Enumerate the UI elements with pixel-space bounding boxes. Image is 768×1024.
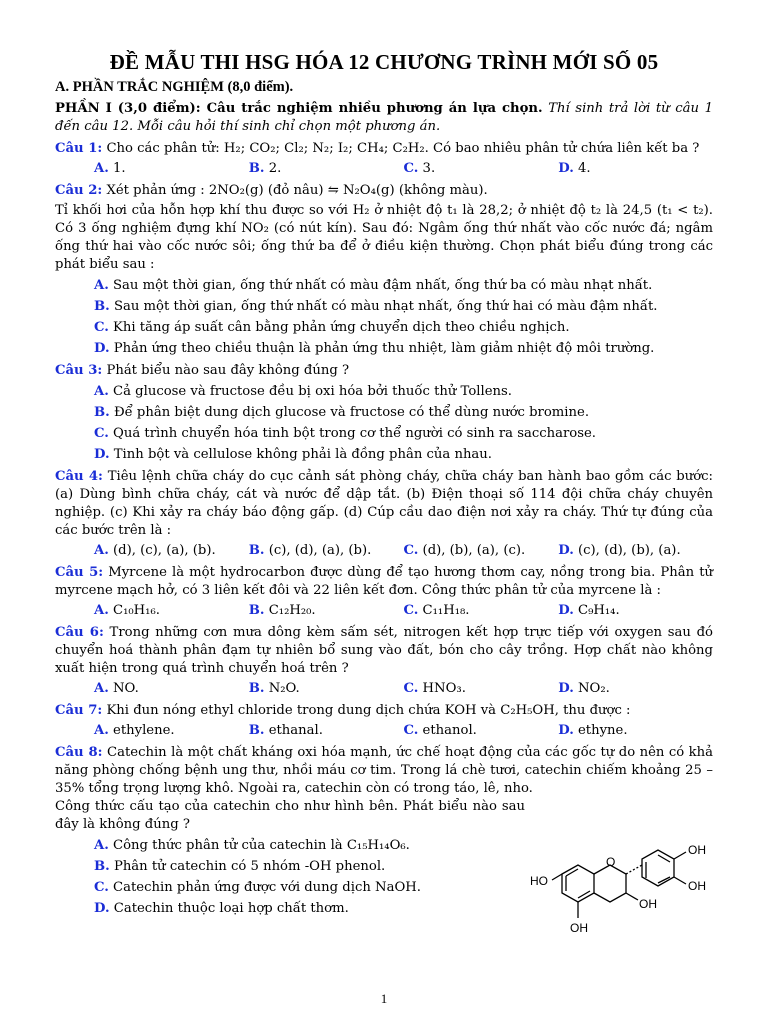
options-row [55, 602, 713, 620]
option-b [249, 680, 404, 698]
option-letter: C. [403, 681, 419, 696]
option-text: ethanal. [264, 723, 323, 738]
question-4 [55, 468, 713, 560]
question-label: Câu 5: [55, 565, 104, 580]
option-text: C₁₂H₂₀. [264, 603, 316, 618]
option-letter: B. [248, 543, 265, 558]
option-letter: B. [248, 723, 265, 738]
question-label: Câu 4: [55, 469, 103, 484]
option-d [558, 722, 713, 740]
oh-label: OH [688, 843, 706, 857]
option-text: HNO₃. [418, 681, 466, 696]
page-number: 1 [380, 991, 388, 1006]
option-b [249, 160, 404, 178]
question-2-context: Tỉ khối hơi của hỗn hợp khí thu được so với H₂ ở nhiệt độ t₁ là 28,2; ở nhiệt độ t₂ là 24,5 (t₁ < t₂). Có 3 ống nghiệm đựng khí NO₂ (có nút kín). Sau đó: Ngâm ống thứ nhất vào cốc nước đá; ngâm ống thứ hai vào cốc nước sôi; ống thứ ba để ở điều kiện thường. Chọn phát biểu đúng trong các phát biểu sau : [55, 203, 713, 272]
option-letter: C. [403, 161, 419, 176]
option-text: (d), (c), (a), (b). [108, 543, 216, 558]
option-text: N₂O. [264, 681, 300, 696]
oh-label: OH [639, 897, 657, 911]
question-5 [55, 564, 713, 620]
option-text: 1. [108, 161, 126, 176]
option-text: Để phân biệt dung dịch glucose và fructose có thể dùng nước bromine. [109, 405, 590, 420]
option-text: Phân tử catechin có 5 nhóm -OH phenol. [109, 859, 386, 874]
option-letter: B. [248, 161, 265, 176]
question-7 [55, 702, 713, 740]
question-label: Câu 6: [55, 625, 104, 640]
option-text: (c), (d), (b), (a). [573, 543, 681, 558]
option-letter: D. [94, 341, 110, 356]
question-text: Phát biểu nào sau đây không đúng ? [102, 363, 350, 378]
molecule-bonds [552, 850, 686, 918]
option-letter: C. [94, 320, 109, 335]
option-a [94, 277, 713, 295]
option-text: Phản ứng theo chiều thuận là phản ứng thu nhiệt, làm giảm nhiệt độ môi trường. [109, 341, 655, 356]
option-letter: C. [94, 880, 109, 895]
oxygen-label: O [606, 855, 616, 869]
option-letter: C. [403, 723, 419, 738]
option-letter: D. [558, 681, 574, 696]
question-4-stem [55, 468, 713, 540]
option-c [94, 425, 713, 443]
option-letter: D. [558, 603, 574, 618]
option-text: C₁₁H₁₈. [418, 603, 470, 618]
molecule-labels [530, 843, 706, 935]
option-text: Tinh bột và cellulose không phải là đồng phân của nhau. [109, 447, 492, 462]
part1-label: PHẦN I (3,0 điểm): Câu trắc nghiệm nhiều phương án lựa chọn. [55, 101, 543, 116]
option-d [558, 602, 713, 620]
question-2-stem [55, 182, 713, 200]
question-5-stem [55, 564, 713, 600]
option-a [94, 542, 249, 560]
option-d [558, 680, 713, 698]
option-b [94, 404, 713, 422]
option-c [404, 160, 559, 178]
option-text: 2. [264, 161, 282, 176]
option-letter: B. [248, 681, 265, 696]
option-text: NO. [108, 681, 139, 696]
option-d [558, 542, 713, 560]
option-letter: D. [558, 543, 574, 558]
question-text: Myrcene là một hydrocarbon được dùng để tạo hương thơm cay, nồng trong bia. Phân tử myrcene mạch hở, có 3 liên kết đôi và 22 liên kết đơn. Công thức phân tử của myrcene là : [55, 565, 714, 598]
question-label: Câu 7: [55, 703, 103, 718]
option-letter: A. [94, 543, 109, 558]
option-d [94, 446, 713, 464]
option-text: Sau một thời gian, ống thứ nhất có màu đậm nhất, ống thứ ba có màu nhạt nhất. [108, 278, 653, 293]
question-1 [55, 140, 713, 178]
option-c [404, 542, 559, 560]
option-letter: D. [94, 901, 110, 916]
question-3-stem [55, 362, 713, 380]
part1-heading [55, 100, 713, 136]
options-row [55, 722, 713, 740]
options-row [55, 160, 713, 178]
option-a [94, 680, 249, 698]
question-8-stem [55, 744, 713, 798]
question-2 [55, 182, 713, 358]
oh-label: OH [688, 879, 706, 893]
option-letter: D. [558, 161, 574, 176]
option-letter: A. [94, 681, 109, 696]
option-c [404, 722, 559, 740]
option-letter: A. [94, 161, 109, 176]
question-1-stem [55, 140, 713, 158]
option-text: ethylene. [108, 723, 175, 738]
option-letter: A. [94, 603, 109, 618]
option-letter: B. [248, 603, 265, 618]
option-text: Quá trình chuyển hóa tinh bột trong cơ thể người có sinh ra saccharose. [108, 426, 596, 441]
option-c [404, 680, 559, 698]
option-b [249, 602, 404, 620]
question-3 [55, 362, 713, 464]
document-title: ĐỀ MẪU THI HSG HÓA 12 CHƯƠNG TRÌNH MỚI SỐ 05 [109, 50, 659, 74]
option-a [94, 383, 713, 401]
option-c [94, 319, 713, 337]
option-a [94, 602, 249, 620]
option-text: Công thức phân tử của catechin là C₁₅H₁₄O₆. [108, 838, 410, 853]
question-text: Xét phản ứng : 2NO₂(g) (đỏ nâu) ⇋ N₂O₄(g) (không màu). [102, 183, 488, 198]
option-letter: A. [94, 278, 109, 293]
question-text: Catechin là một chất kháng oxi hóa mạnh, ức chế hoạt động của các gốc tự do nên có khả năng phòng chống bệnh ung thư, nhồi máu cơ tim. Trong lá chè tươi, catechin chiếm khoảng 25 – 35% tổng trọng lượng khô. Ngoài ra, catechin còn có trong táo, lê, nho. [55, 745, 713, 796]
option-letter: B. [94, 405, 110, 420]
question-label: Câu 3: [55, 363, 103, 378]
option-b [249, 722, 404, 740]
option-letter: A. [94, 838, 109, 853]
option-letter: C. [94, 426, 109, 441]
part1-instruction: Thí sinh trả lời từ câu 1 đến câu 12. Mỗi câu hỏi thí sinh chỉ chọn một phương án. [55, 101, 713, 134]
option-b [94, 298, 713, 316]
question-label: Câu 1: [55, 141, 103, 156]
option-b [249, 542, 404, 560]
option-text: 4. [573, 161, 591, 176]
option-letter: C. [403, 603, 419, 618]
catechin-structure [528, 842, 718, 948]
question-text: Trong những cơn mưa dông kèm sấm sét, nitrogen kết hợp trực tiếp với oxygen sau đó chuyển hoá thành phân đạm tự nhiên bổ sung vào đất, bón cho cây trồng. Hợp chất nào không xuất hiện trong quá trình chuyển hoá trên ? [55, 625, 713, 676]
options-row [55, 680, 713, 698]
option-c [404, 602, 559, 620]
option-a [94, 160, 249, 178]
options-row [55, 542, 713, 560]
option-text: (d), (b), (a), (c). [418, 543, 526, 558]
question-text: Khi đun nóng ethyl chloride trong dung dịch chứa KOH và C₂H₅OH, thu được : [102, 703, 631, 718]
question-text: Cho các phân tử: H₂; CO₂; Cl₂; N₂; I₂; CH₄; C₂H₂. Có bao nhiêu phân tử chứa liên kết ba ? [102, 141, 700, 156]
question-label: Câu 2: [55, 183, 103, 198]
option-text: Khi tăng áp suất cân bằng phản ứng chuyển dịch theo chiều nghịch. [108, 320, 570, 335]
option-d [94, 340, 713, 358]
question-6-stem [55, 624, 713, 678]
oh-label: OH [570, 921, 588, 935]
option-letter: A. [94, 723, 109, 738]
option-a [94, 722, 249, 740]
section-a-heading: A. PHẦN TRẮC NGHIỆM (8,0 điểm). [55, 79, 294, 95]
option-text: Sau một thời gian, ống thứ nhất có màu nhạt nhất, ống thứ hai có màu đậm nhất. [109, 299, 658, 314]
document-page [55, 50, 713, 921]
option-letter: D. [94, 447, 110, 462]
question-text: Tiêu lệnh chữa cháy do cục cảnh sát phòng cháy, chữa cháy ban hành bao gồm các bước: (a) Dùng bình chữa cháy, cát và nước để dập tắt. (b) Điện thoại số 114 đội chữa cháy chuyên nghiệp. (c) Khi xảy ra cháy báo động gấp. (d) Cúp cầu dao điện nơi xảy ra cháy. Thứ tự đúng của các bước trên là : [55, 469, 713, 538]
option-text: Catechin phản ứng được với dung dịch NaOH. [108, 880, 421, 895]
option-text: (c), (d), (a), (b). [264, 543, 372, 558]
option-letter: C. [403, 543, 419, 558]
option-letter: D. [558, 723, 574, 738]
question-8-prompt: Công thức cấu tạo của catechin cho như hình bên. Phát biểu nào sau đây là không đúng ? [55, 799, 525, 832]
option-letter: B. [94, 859, 110, 874]
question-label: Câu 8: [55, 745, 103, 760]
option-text: C₁₀H₁₆. [108, 603, 160, 618]
option-letter: A. [94, 384, 109, 399]
option-letter: B. [94, 299, 110, 314]
ho-label: HO [530, 874, 548, 888]
option-text: Catechin thuộc loại hợp chất thơm. [109, 901, 349, 916]
option-text: 3. [418, 161, 436, 176]
option-text: C₉H₁₄. [573, 603, 620, 618]
option-text: Cả glucose và fructose đều bị oxi hóa bởi thuốc thử Tollens. [108, 384, 512, 399]
question-7-stem [55, 702, 713, 720]
option-d [558, 160, 713, 178]
option-text: ethanol. [418, 723, 477, 738]
option-text: ethyne. [573, 723, 628, 738]
question-6 [55, 624, 713, 698]
option-text: NO₂. [573, 681, 610, 696]
